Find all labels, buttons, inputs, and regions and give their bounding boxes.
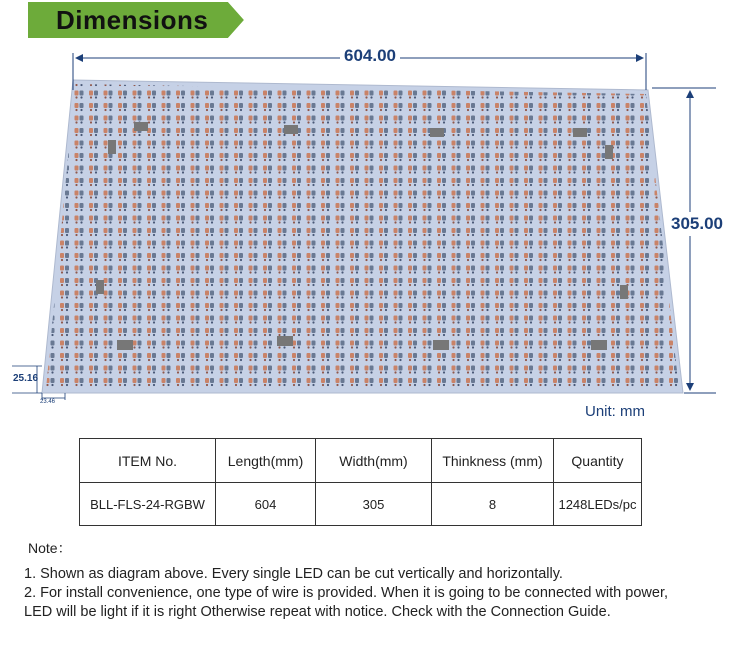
header-length: Length(mm) xyxy=(216,439,316,483)
width-dimension-label: 604.00 xyxy=(340,46,400,66)
header-item-no: ITEM No. xyxy=(80,439,216,483)
cell-length: 604 xyxy=(216,483,316,526)
note-line-1: 1. Shown as diagram above. Every single LED can be cut vertically and horizontally. xyxy=(24,566,563,582)
note-title: Note： xyxy=(28,540,72,556)
note-line-3: LED will be light if it is right Otherwise repeat with notice. Check with the Connection Guide. xyxy=(24,604,611,620)
cell-thickness: 8 xyxy=(432,483,554,526)
table-row xyxy=(80,483,642,526)
cell-item-no: BLL-FLS-24-RGBW xyxy=(80,483,216,526)
table-header-row xyxy=(80,439,642,483)
cell-width-label: 23.46 xyxy=(40,399,56,405)
note-line-2: 2. For install convenience, one type of wire is provided. When it is going to be connected with power, xyxy=(24,585,668,601)
header-thickness: Thinkness (mm) xyxy=(432,439,554,483)
cell-height-label: 25.16 xyxy=(13,373,39,384)
cell-quantity: 1248LEDs/pc xyxy=(554,483,642,526)
page-title: Dimensions xyxy=(56,5,209,35)
height-dimension-label: 305.00 xyxy=(669,212,725,236)
header-quantity: Quantity xyxy=(554,439,642,483)
spec-table xyxy=(79,438,642,526)
header-width: Width(mm) xyxy=(316,439,432,483)
led-panel-board xyxy=(42,80,683,393)
unit-label: Unit: mm xyxy=(585,403,645,420)
cell-width: 305 xyxy=(316,483,432,526)
